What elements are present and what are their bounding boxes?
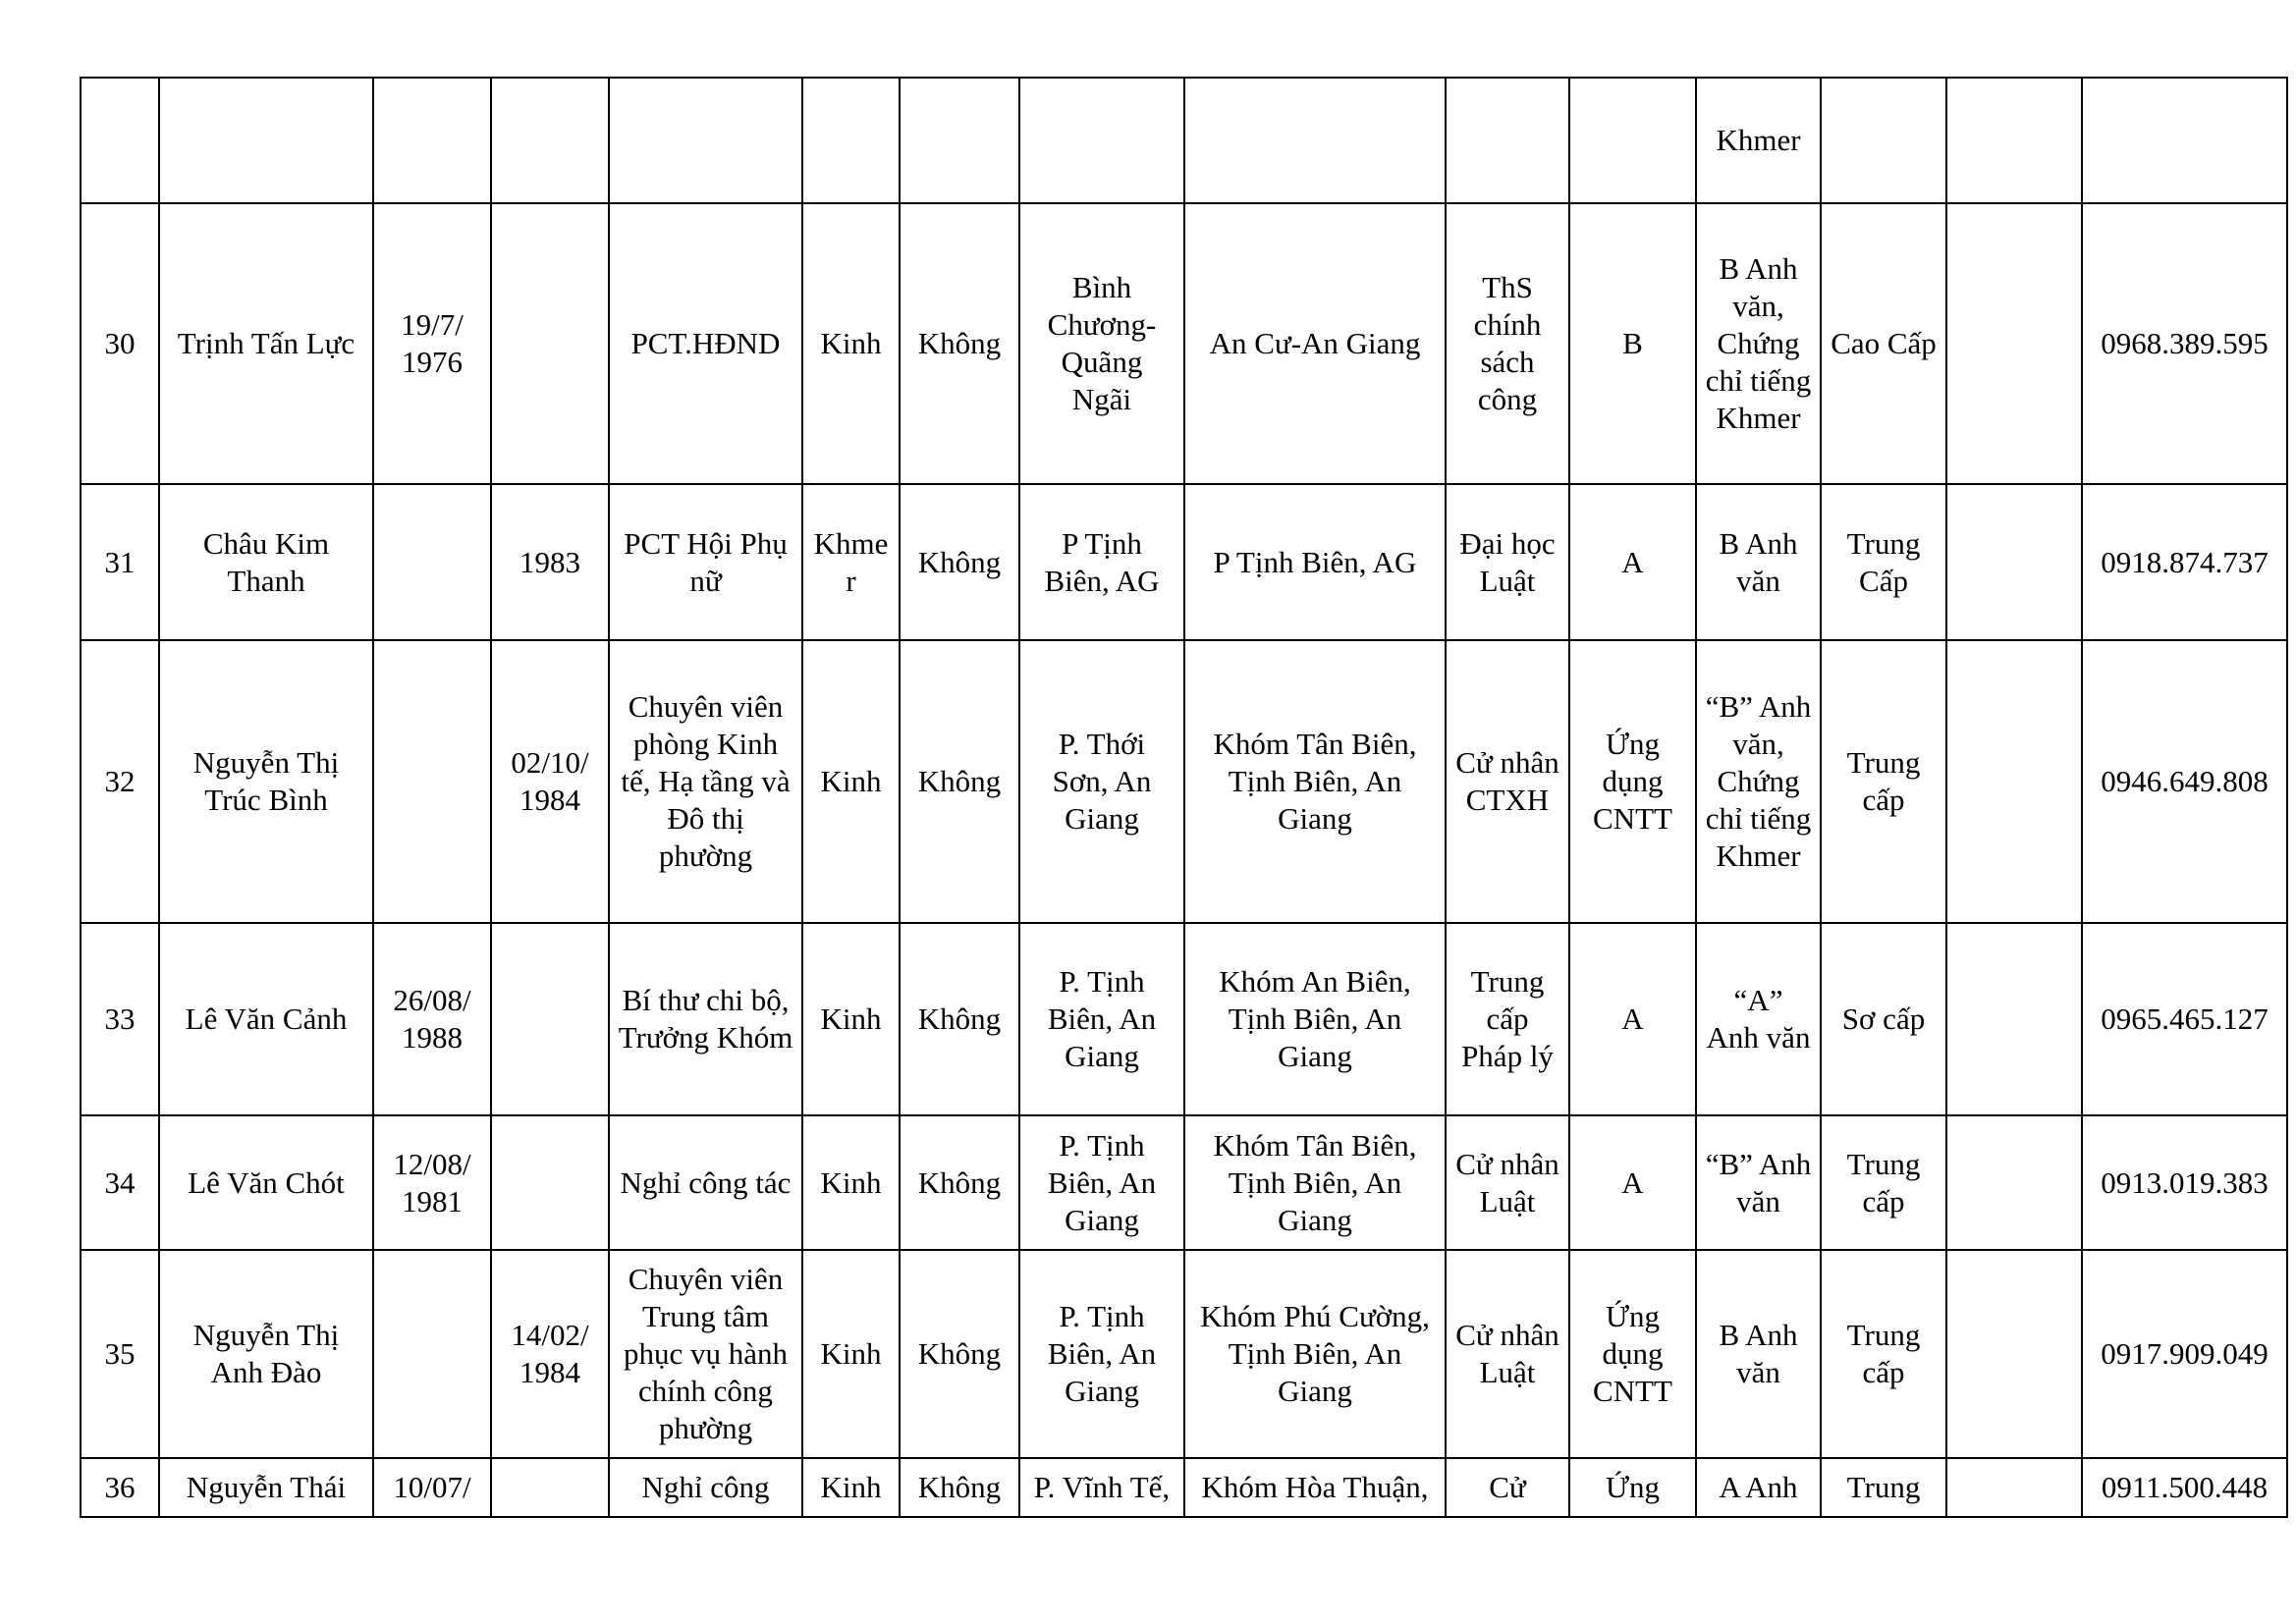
cell-position: Nghỉ công tác [609,1115,802,1250]
table-row [81,78,2287,203]
table-row [81,923,2287,1115]
cell-it-skill: A [1569,1115,1696,1250]
cell-it-skill: Ứng dụng CNTT [1569,640,1696,923]
cell-name: Lê Văn Cảnh [159,923,373,1115]
cell-ethnicity: Kinh [802,923,900,1115]
cell-phone: 0965.465.127 [2082,923,2287,1115]
cell-politics [1821,78,1946,203]
cell-dob-female: 1983 [491,484,609,640]
cell-education: Cử nhân Luật [1446,1115,1569,1250]
cell-religion [900,78,1019,203]
cell-name: Trịnh Tấn Lực [159,203,373,484]
cell-dob-male [373,78,491,203]
cell-language: B Anh văn [1696,1250,1821,1458]
cell-religion: Không [900,1115,1019,1250]
cell-politics: Trung cấp [1821,640,1946,923]
cell-hometown: P Tịnh Biên, AG [1019,484,1184,640]
cell-blank [1946,1115,2082,1250]
cell-hometown: P. Tịnh Biên, An Giang [1019,923,1184,1115]
table-row [81,640,2287,923]
cell-stt: 35 [81,1250,159,1458]
cell-education: Cử [1446,1458,1569,1517]
cell-residence: Khóm Tân Biên, Tịnh Biên, An Giang [1184,1115,1446,1250]
cell-position: Bí thư chi bộ, Trưởng Khóm [609,923,802,1115]
table-row [81,1250,2287,1458]
cell-dob-female [491,203,609,484]
cell-dob-male: 12/08/ 1981 [373,1115,491,1250]
cell-ethnicity: Kinh [802,640,900,923]
cell-ethnicity: Kinh [802,1458,900,1517]
cell-stt: 34 [81,1115,159,1250]
cell-politics: Trung cấp [1821,1115,1946,1250]
cell-religion: Không [900,484,1019,640]
cell-phone: 0917.909.049 [2082,1250,2287,1458]
cell-position: Nghỉ công [609,1458,802,1517]
cell-hometown: P. Vĩnh Tế, [1019,1458,1184,1517]
cell-residence: Khóm Phú Cường, Tịnh Biên, An Giang [1184,1250,1446,1458]
cell-residence [1184,78,1446,203]
cell-politics: Trung cấp [1821,1250,1946,1458]
cell-residence: Khóm An Biên, Tịnh Biên, An Giang [1184,923,1446,1115]
cell-position: Chuyên viên phòng Kinh tế, Hạ tầng và Đô thị phường [609,640,802,923]
cell-politics: Sơ cấp [1821,923,1946,1115]
cell-ethnicity: Khmer [802,484,900,640]
cell-politics: Cao Cấp [1821,203,1946,484]
cell-hometown: P. Tịnh Biên, An Giang [1019,1250,1184,1458]
cell-it-skill: B [1569,203,1696,484]
cell-religion: Không [900,203,1019,484]
cell-ethnicity: Kinh [802,203,900,484]
cell-dob-female [491,1115,609,1250]
cell-dob-male [373,640,491,923]
cell-name: Lê Văn Chót [159,1115,373,1250]
cell-language: “B” Anh văn, Chứng chỉ tiếng Khmer [1696,640,1821,923]
cell-phone: 0968.389.595 [2082,203,2287,484]
cell-language: “A” Anh văn [1696,923,1821,1115]
cell-education [1446,78,1569,203]
cell-position: PCT Hội Phụ nữ [609,484,802,640]
cell-blank [1946,1458,2082,1517]
cell-hometown [1019,78,1184,203]
cell-stt [81,78,159,203]
cell-stt: 32 [81,640,159,923]
cell-education: Trung cấp Pháp lý [1446,923,1569,1115]
cell-dob-male: 19/7/ 1976 [373,203,491,484]
cell-residence: Khóm Tân Biên, Tịnh Biên, An Giang [1184,640,1446,923]
cell-name: Nguyễn Thị Trúc Bình [159,640,373,923]
cell-blank [1946,923,2082,1115]
cell-language: Khmer [1696,78,1821,203]
cell-dob-female [491,1458,609,1517]
cell-hometown: Bình Chương- Quãng Ngãi [1019,203,1184,484]
cell-blank [1946,203,2082,484]
cell-religion: Không [900,923,1019,1115]
cell-dob-male: 26/08/ 1988 [373,923,491,1115]
cell-name: Nguyễn Thái [159,1458,373,1517]
cell-dob-female: 14/02/ 1984 [491,1250,609,1458]
cell-education: Cử nhân Luật [1446,1250,1569,1458]
cell-politics: Trung Cấp [1821,484,1946,640]
cell-phone: 0946.649.808 [2082,640,2287,923]
personnel-table [80,77,2288,1518]
cell-ethnicity: Kinh [802,1115,900,1250]
cell-it-skill: Ứng [1569,1458,1696,1517]
cell-dob-female: 02/10/ 1984 [491,640,609,923]
cell-name [159,78,373,203]
table-row [81,484,2287,640]
cell-religion: Không [900,640,1019,923]
cell-position: Chuyên viên Trung tâm phục vụ hành chính công phường [609,1250,802,1458]
cell-language: B Anh văn, Chứng chỉ tiếng Khmer [1696,203,1821,484]
cell-education: Đại học Luật [1446,484,1569,640]
cell-language: A Anh [1696,1458,1821,1517]
cell-name: Châu Kim Thanh [159,484,373,640]
cell-residence: P Tịnh Biên, AG [1184,484,1446,640]
cell-it-skill: A [1569,484,1696,640]
cell-blank [1946,484,2082,640]
cell-position: PCT.HĐND [609,203,802,484]
cell-residence: An Cư-An Giang [1184,203,1446,484]
cell-stt: 31 [81,484,159,640]
cell-language: B Anh văn [1696,484,1821,640]
cell-it-skill [1569,78,1696,203]
cell-education: Cử nhân CTXH [1446,640,1569,923]
cell-stt: 33 [81,923,159,1115]
cell-hometown: P. Thới Sơn, An Giang [1019,640,1184,923]
cell-it-skill: Ứng dụng CNTT [1569,1250,1696,1458]
cell-religion: Không [900,1458,1019,1517]
cell-name: Nguyễn Thị Anh Đào [159,1250,373,1458]
cell-ethnicity: Kinh [802,1250,900,1458]
cell-it-skill: A [1569,923,1696,1115]
cell-stt: 36 [81,1458,159,1517]
cell-phone: 0911.500.448 [2082,1458,2287,1517]
cell-dob-male [373,484,491,640]
cell-residence: Khóm Hòa Thuận, [1184,1458,1446,1517]
table-row [81,203,2287,484]
cell-dob-female [491,923,609,1115]
table-row [81,1115,2287,1250]
cell-phone: 0913.019.383 [2082,1115,2287,1250]
cell-dob-male [373,1250,491,1458]
cell-phone [2082,78,2287,203]
cell-hometown: P. Tịnh Biên, An Giang [1019,1115,1184,1250]
cell-language: “B” Anh văn [1696,1115,1821,1250]
cell-ethnicity [802,78,900,203]
cell-position [609,78,802,203]
table-row [81,1458,2287,1517]
cell-dob-female [491,78,609,203]
cell-phone: 0918.874.737 [2082,484,2287,640]
cell-stt: 30 [81,203,159,484]
cell-dob-male: 10/07/ [373,1458,491,1517]
cell-education: ThS chính sách công [1446,203,1569,484]
cell-blank [1946,640,2082,923]
cell-politics: Trung [1821,1458,1946,1517]
cell-religion: Không [900,1250,1019,1458]
cell-blank [1946,78,2082,203]
cell-blank [1946,1250,2082,1458]
